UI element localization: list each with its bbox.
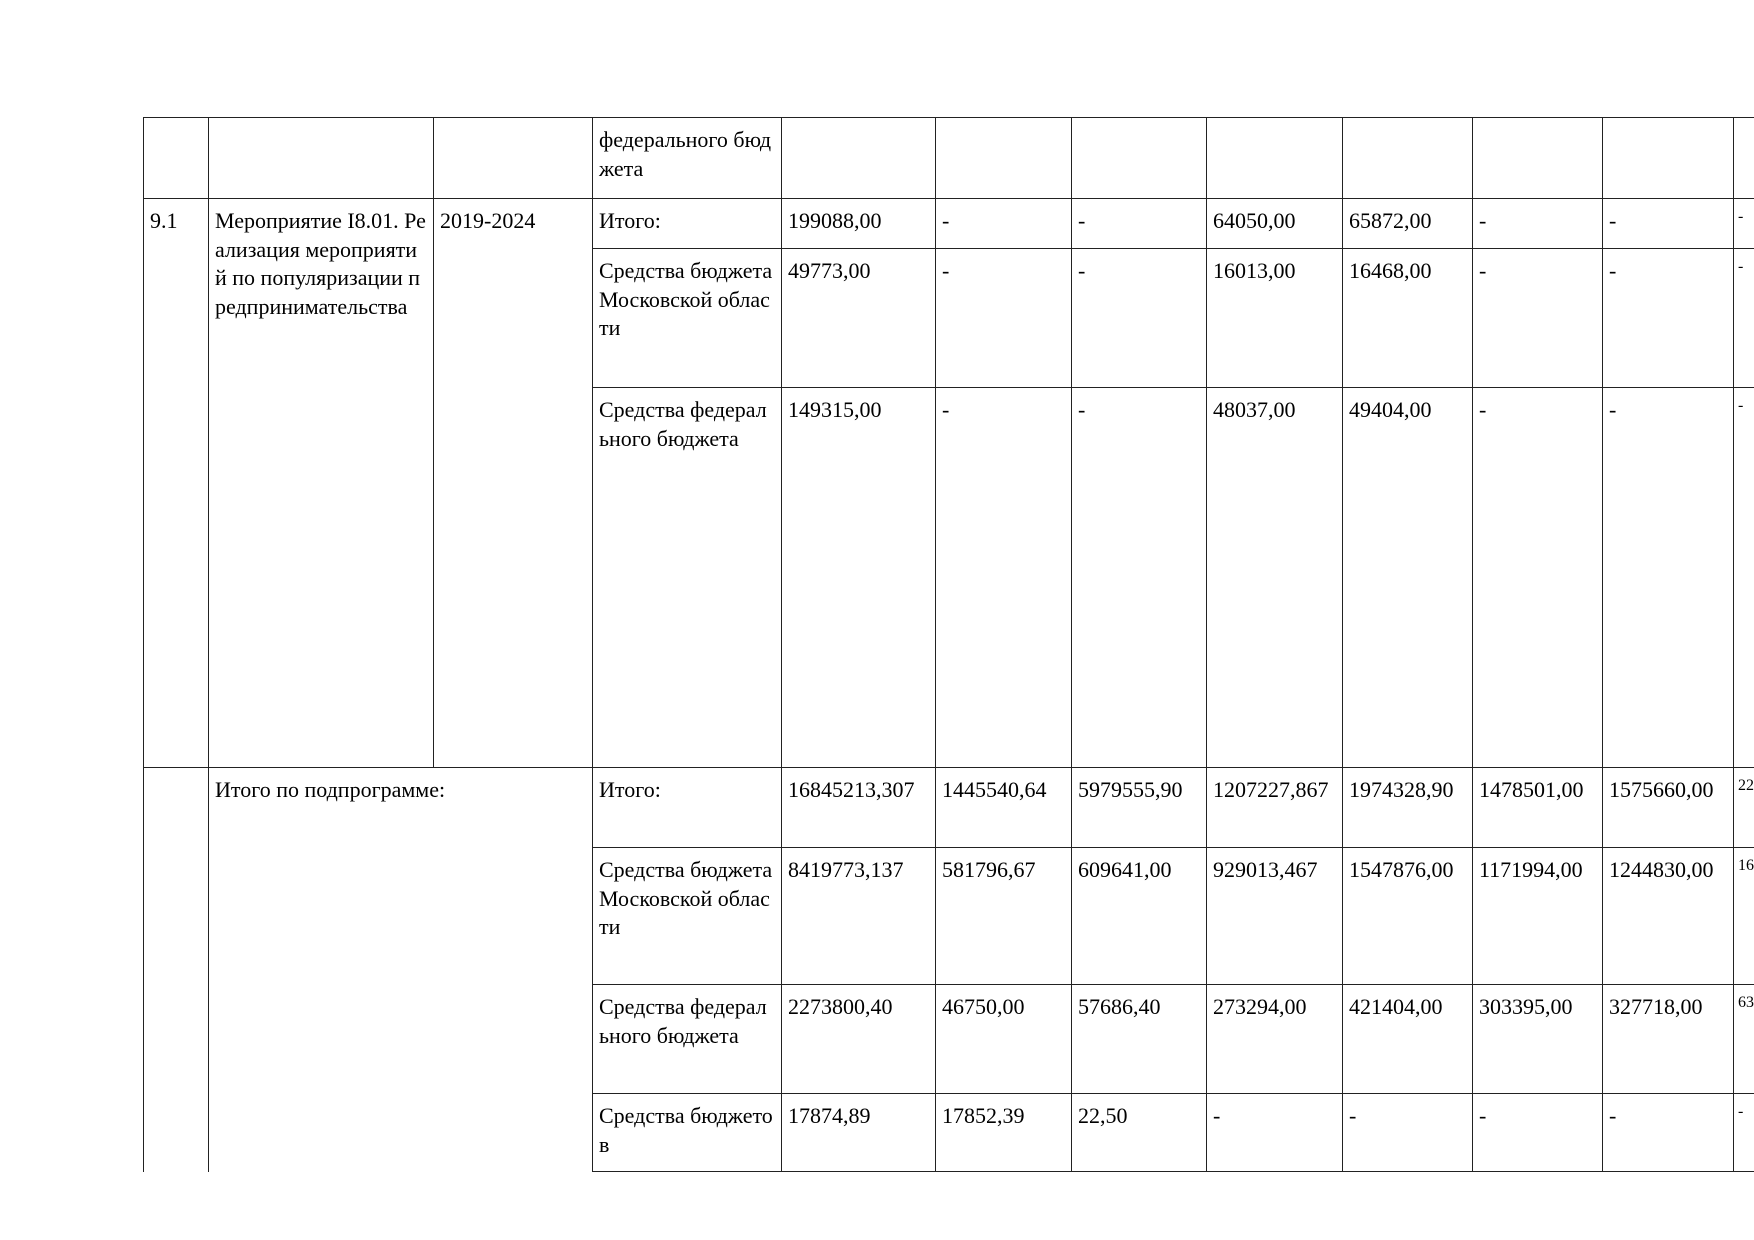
value-cell: 49404,00	[1343, 388, 1473, 768]
item-name: Мероприятие I8.01. Реализация мероприятий по популяризации предпринимательства	[209, 199, 434, 768]
item-number: 9.1	[144, 199, 209, 768]
value-cell: -	[1734, 199, 1754, 249]
value-cell: -	[1734, 249, 1754, 388]
value-cell: -	[936, 199, 1072, 249]
value-cell: 609641,00	[1072, 848, 1207, 985]
value-cell: -	[1473, 199, 1603, 249]
value-cell: 1445540,64	[936, 768, 1072, 848]
value-cell: 1974328,90	[1343, 768, 1473, 848]
value-cell: 1244830,00	[1603, 848, 1734, 985]
value-cell: -	[1734, 1094, 1754, 1172]
value-cell: -	[1603, 249, 1734, 388]
value-cell: 273294,00	[1207, 985, 1343, 1094]
empty-cell	[1734, 118, 1754, 199]
empty-cell	[1072, 118, 1207, 199]
value-cell: 8419773,137	[782, 848, 936, 985]
value-cell: 16468,00	[1343, 249, 1473, 388]
source-cell: Итого:	[593, 768, 782, 848]
value-cell: -	[1734, 388, 1754, 768]
value-cell: 327718,00	[1603, 985, 1734, 1094]
value-cell: 16	[1734, 848, 1754, 985]
value-cell: -	[1473, 249, 1603, 388]
value-cell: 65872,00	[1343, 199, 1473, 249]
value-cell: -	[1603, 199, 1734, 249]
empty-cell	[209, 118, 434, 199]
empty-cell	[144, 118, 209, 199]
source-cell: Средства федерального бюджета	[593, 388, 782, 768]
value-cell: 57686,40	[1072, 985, 1207, 1094]
value-cell: 1478501,00	[1473, 768, 1603, 848]
value-cell: 581796,67	[936, 848, 1072, 985]
value-cell: 199088,00	[782, 199, 936, 249]
subtotal-label: Итого по подпрограмме:	[209, 768, 593, 1172]
source-cell: федерального бюджета	[593, 118, 782, 199]
value-cell: 17874,89	[782, 1094, 936, 1172]
value-cell: 63	[1734, 985, 1754, 1094]
source-cell: Средства бюджета Московской области	[593, 848, 782, 985]
value-cell: 17852,39	[936, 1094, 1072, 1172]
value-cell: -	[1207, 1094, 1343, 1172]
empty-cell	[782, 118, 936, 199]
continued-row	[144, 118, 1754, 199]
value-cell: 48037,00	[1207, 388, 1343, 768]
empty-cell	[1603, 118, 1734, 199]
empty-cell	[1207, 118, 1343, 199]
value-cell: 929013,467	[1207, 848, 1343, 985]
value-cell: -	[1343, 1094, 1473, 1172]
value-cell: 1171994,00	[1473, 848, 1603, 985]
value-cell: 149315,00	[782, 388, 936, 768]
value-cell: 46750,00	[936, 985, 1072, 1094]
empty-cell	[1343, 118, 1473, 199]
value-cell: 1547876,00	[1343, 848, 1473, 985]
table-row	[144, 199, 1754, 249]
value-cell: 22,50	[1072, 1094, 1207, 1172]
empty-number-cell	[144, 768, 209, 1172]
source-cell: Средства федерального бюджета	[593, 985, 782, 1094]
value-cell: -	[1072, 249, 1207, 388]
value-cell: 303395,00	[1473, 985, 1603, 1094]
empty-cell	[1473, 118, 1603, 199]
source-cell: Средства бюджета Московской области	[593, 249, 782, 388]
value-cell: -	[1072, 199, 1207, 249]
value-cell: -	[1603, 388, 1734, 768]
value-cell: -	[1072, 388, 1207, 768]
empty-cell	[936, 118, 1072, 199]
source-cell: Итого:	[593, 199, 782, 249]
value-cell: -	[936, 249, 1072, 388]
value-cell: -	[936, 388, 1072, 768]
value-cell: 1207227,867	[1207, 768, 1343, 848]
item-period: 2019-2024	[434, 199, 593, 768]
value-cell: 22	[1734, 768, 1754, 848]
value-cell: 16013,00	[1207, 249, 1343, 388]
table-row	[144, 768, 1754, 848]
empty-cell	[434, 118, 593, 199]
value-cell: -	[1473, 1094, 1603, 1172]
value-cell: -	[1603, 1094, 1734, 1172]
value-cell: 1575660,00	[1603, 768, 1734, 848]
value-cell: 421404,00	[1343, 985, 1473, 1094]
value-cell: -	[1473, 388, 1603, 768]
source-cell: Средства бюджетов	[593, 1094, 782, 1172]
value-cell: 64050,00	[1207, 199, 1343, 249]
value-cell: 49773,00	[782, 249, 936, 388]
value-cell: 16845213,307	[782, 768, 936, 848]
value-cell: 5979555,90	[1072, 768, 1207, 848]
value-cell: 2273800,40	[782, 985, 936, 1094]
budget-table	[143, 117, 1754, 1172]
